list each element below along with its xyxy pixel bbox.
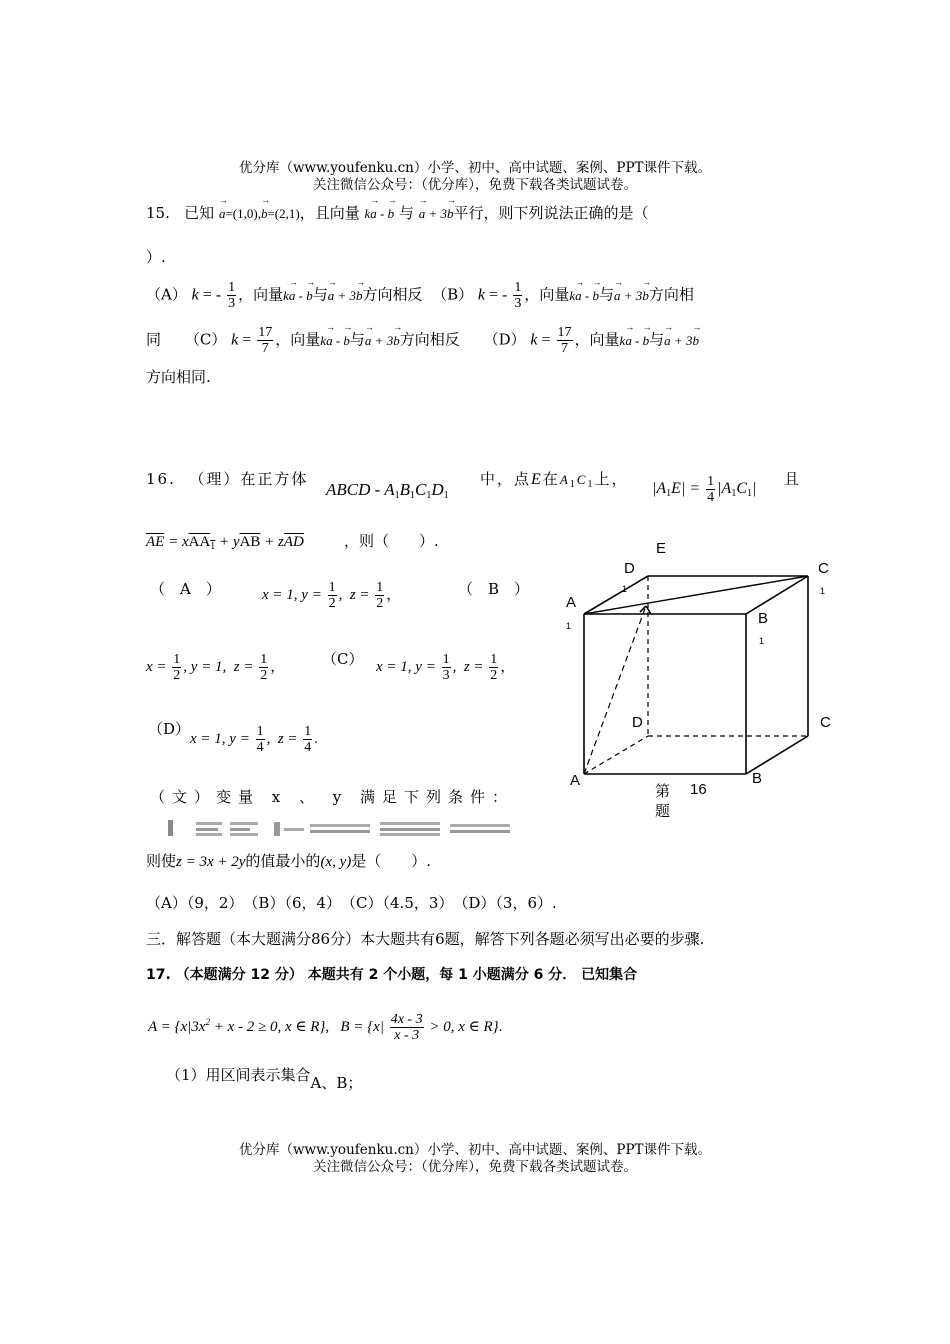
q16-opt-b: x = $\frac{1}{2}$ , y = 1, z = $\frac{1}{2}$ ， [146, 652, 286, 683]
label-d1-sub: 1 [622, 584, 628, 594]
q16-opt-d-label: （D） [148, 720, 191, 738]
constraints-image [160, 818, 520, 838]
q15-close: ）. [146, 248, 166, 266]
footer-line-2: 关注微信公众号：（优分库），免费下载各类试题试卷。 [313, 1159, 637, 1175]
q16-opt-b-label: （ B ） [458, 580, 530, 598]
diag-a1c1 [584, 576, 808, 614]
q16-opt-d: x = 1, y = $\frac{1}{4}$ , z = $\frac{1}{4}$ . [190, 724, 319, 755]
figure-caption-2: 题 [655, 802, 671, 820]
label-d: D [632, 714, 643, 731]
q16-min: 则使z = 3x + 2y的值最小的(x, y)是（ ）. [146, 852, 432, 870]
q16-opt-a: x = 1, y = $\frac{1}{2}$ , z = $\frac{1}{2}$ ， [262, 580, 402, 611]
q16-and: 且 [784, 470, 800, 488]
label-b1-sub: 1 [759, 636, 765, 646]
q15-stem: 15. 已知 → a=(1,0),→ b=(2,1)，且向量 k→ a - → b 与 → a + 3→ b平行，则下列说法正确的是（ [146, 202, 649, 223]
label-a: A [570, 772, 581, 789]
q16-opt-a-label: （ A ） [150, 580, 221, 598]
q16-then: ，则（ ）. [344, 532, 439, 550]
footer-line-1: 优分库（www.youfenku.cn）小学、初中、高中试题、案例、PPT课件下载。 [238, 1142, 712, 1158]
q16-ratio: $|A_1E|$ = $\frac{1}{4}$ $|A_1C_1|$ [652, 474, 757, 505]
label-c1: C [818, 560, 829, 577]
label-e: E [656, 540, 667, 557]
edge-ad [584, 736, 648, 774]
figure-caption-num: 16 [690, 781, 707, 798]
q16-choices: （A）（9，2） （B）（6，4） （C）（4.5，3） （D）（3，6）. [146, 894, 557, 912]
label-c: C [820, 714, 831, 731]
q15-same-dir: 方向相同. [146, 368, 211, 386]
q16-stem: 16. （理）在正方体 [146, 470, 309, 488]
arrow-head-e [640, 606, 651, 614]
q16-vector-eq: $\overline{AE} = xAA_1 + y\overline{AB} + z\overline{AD}$ [146, 534, 304, 552]
section-3-title: 三．解答题（本大题满分86分）本大题共有6题，解答下列各题必须写出必要的步骤. [146, 930, 705, 948]
label-c1-sub: 1 [820, 586, 826, 596]
label-a1: A [566, 594, 577, 611]
figure-caption-1: 第 [655, 782, 671, 800]
q17-part1: （1）用区间表示集合A、B； [166, 1066, 363, 1092]
q16-wen: （文）变量 x 、 y 满足下列条件： [150, 788, 515, 806]
label-d1: D [624, 560, 635, 577]
q17-sets: $A = \{x|3x^2 + x - 2 \ge 0$, x ∈ R}, B = {x| $\frac{4x - 3}{x - 3}$ > 0, x ∈ R}. [148, 1012, 503, 1043]
q17-stem: 17. （本题满分 12 分） 本题共有 2 个小题，每 1 小题满分 6 分． 已知集合 [146, 967, 638, 983]
vector-ae [584, 606, 646, 774]
q15-options-ab: （A） k = - $\frac{1}{3}$ ，向量k→ a - → b与→ a + 3→ b方向相反 （B） k = - $\frac{1}{3}$ ，向量k→ a - → b与→ a + 3→ b方向相 [146, 280, 694, 311]
header-line-1: 优分库（www.youfenku.cn）小学、初中、高中试题、案例、PPT课件下载。 [238, 160, 712, 176]
q16-opt-c: x = 1, y = $\frac{1}{3}$ , z = $\frac{1}{2}$ ， [376, 652, 516, 683]
q16-cube-name: ABCD - $A_1B_1C_1D_1$ [326, 480, 449, 501]
q16-stem-b: 中，点E在$A_1C_1$上， [480, 470, 629, 490]
header-line-2: 关注微信公众号：（优分库），免费下载各类试题试卷。 [313, 177, 637, 193]
q16-opt-c-label: （C） [322, 650, 364, 668]
label-a1-sub: 1 [566, 621, 572, 631]
q15-options-cd: 同 （C） k = $\frac{17}{7}$ ，向量k→ a - → b与→ a + 3→ b方向相反 （D） k = $\frac{17}{7}$ ，向量k→ a - → b与→ a + 3→ b [146, 325, 699, 356]
edge-cb [746, 736, 808, 774]
label-b: B [752, 770, 763, 787]
label-b1: B [758, 610, 769, 627]
